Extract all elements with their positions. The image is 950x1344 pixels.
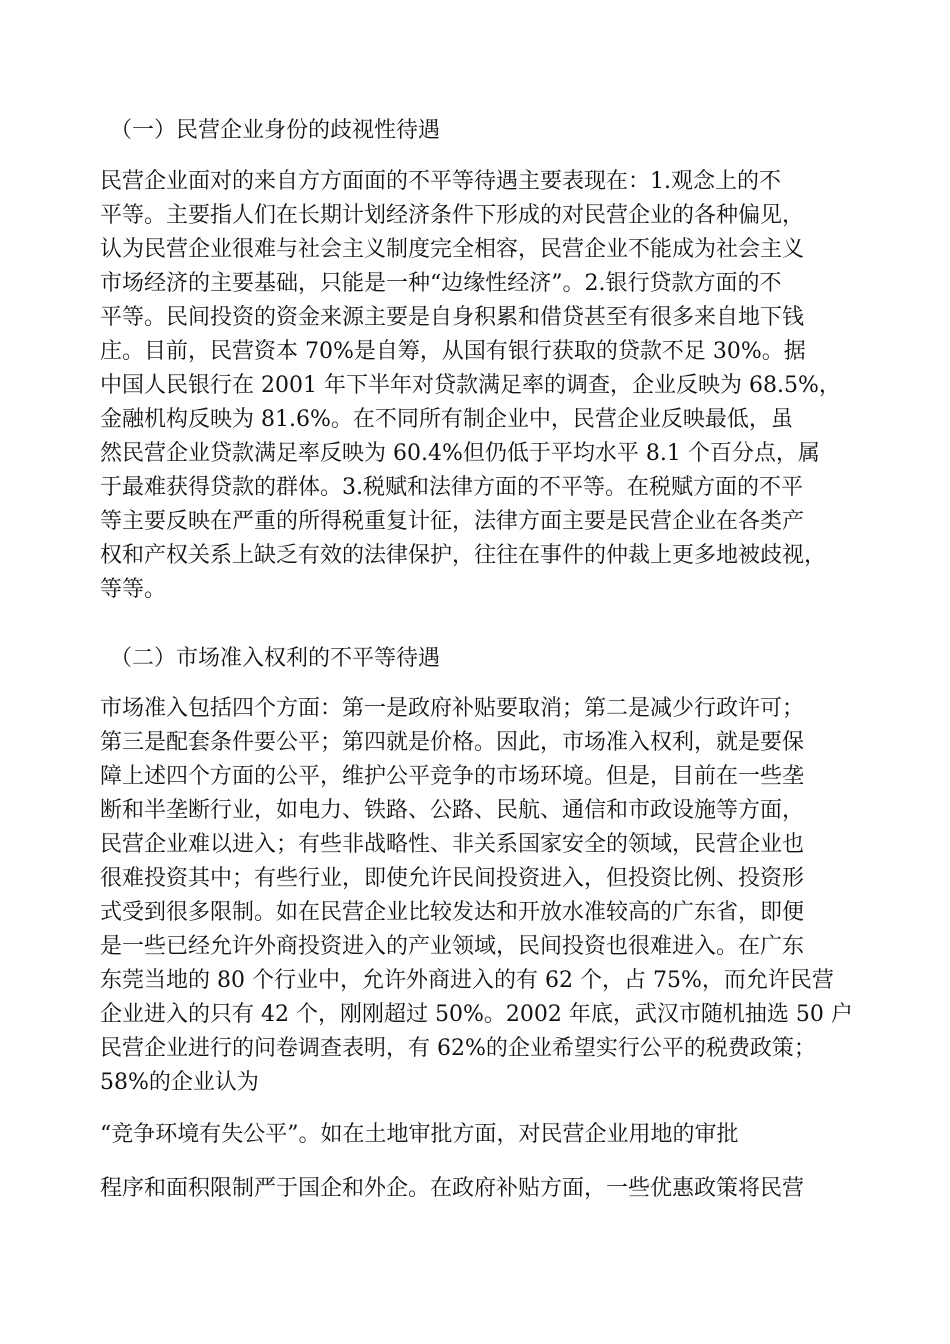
paragraph-line: 然民营企业贷款满足率反映为 60.4%但仍低于平均水平 8.1 个百分点，属 bbox=[100, 441, 820, 466]
paragraph-line: 是一些已经允许外商投资进入的产业领域，民间投资也很难进入。在广东 bbox=[100, 934, 805, 959]
paragraph-line: 平等。民间投资的资金来源主要是自身积累和借贷甚至有很多来自地下钱 bbox=[100, 305, 805, 330]
paragraph-line: 认为民营企业很难与社会主义制度完全相容，民营企业不能成为社会主义 bbox=[100, 237, 805, 262]
paragraph-line: 庄。目前，民营资本 70%是自筹，从国有银行获取的贷款不足 30%。据 bbox=[100, 339, 806, 364]
paragraph-line: 很难投资其中；有些行业，即使允许民间投资进入，但投资比例、投资形 bbox=[100, 866, 805, 891]
paragraph-line: “竞争环境有失公平”。如在土地审批方面，对民营企业用地的审批 bbox=[100, 1122, 739, 1147]
paragraph-line: 东莞当地的 80 个行业中，允许外商进入的有 62 个，占 75%，而允许民营 bbox=[100, 968, 834, 993]
paragraph-line: 市场准入包括四个方面：第一是政府补贴要取消；第二是减少行政许可； bbox=[100, 696, 805, 721]
paragraph-line: 于最难获得贷款的群体。3.税赋和法律方面的不平等。在税赋方面的不平 bbox=[100, 475, 803, 500]
paragraph-line: 程序和面积限制严于国企和外企。在政府补贴方面，一些优惠政策将民营 bbox=[100, 1176, 805, 1201]
paragraph-line: 断和半垄断行业，如电力、铁路、公路、民航、通信和市政设施等方面， bbox=[100, 798, 805, 823]
paragraph-line: 民营企业难以进入；有些非战略性、非关系国家安全的领域，民营企业也 bbox=[100, 832, 805, 857]
paragraph-line: 第三是配套条件要公平；第四就是价格。因此，市场准入权利，就是要保 bbox=[100, 730, 805, 755]
paragraph-line: 金融机构反映为 81.6%。在不同所有制企业中，民营企业反映最低，虽 bbox=[100, 407, 793, 432]
paragraph-line: 民营企业面对的来自方方面面的不平等待遇主要表现在：1.观念上的不 bbox=[100, 169, 781, 194]
paragraph-line: 平等。主要指人们在长期计划经济条件下形成的对民营企业的各种偏见， bbox=[100, 203, 805, 228]
paragraph-line: 市场经济的主要基础，只能是一种“边缘性经济”。2.银行贷款方面的不 bbox=[100, 271, 782, 296]
paragraph-line: 民营企业进行的问卷调查表明，有 62%的企业希望实行公平的税费政策； bbox=[100, 1036, 816, 1061]
paragraph-line: 障上述四个方面的公平，维护公平竞争的市场环境。但是，目前在一些垄 bbox=[100, 764, 805, 789]
paragraph-line: 等等。 bbox=[100, 577, 167, 602]
section-heading-2: （二）市场准入权利的不平等待遇 bbox=[110, 646, 441, 671]
paragraph-line: 等主要反映在严重的所得税重复计征，法律方面主要是民营企业在各类产 bbox=[100, 509, 805, 534]
paragraph-line: 58%的企业认为 bbox=[100, 1070, 259, 1095]
paragraph-line: 企业进入的只有 42 个，刚刚超过 50%。2002 年底，武汉市随机抽选 50 户 bbox=[100, 1002, 853, 1027]
paragraph-line: 式受到很多限制。如在民营企业比较发达和开放水准较高的广东省，即便 bbox=[100, 900, 805, 925]
paragraph-line: 权和产权关系上缺乏有效的法律保护，往往在事件的仲裁上更多地被歧视， bbox=[100, 543, 827, 568]
section-heading-1: （一）民营企业身份的歧视性待遇 bbox=[110, 118, 441, 143]
paragraph-line: 中国人民银行在 2001 年下半年对贷款满足率的调查，企业反映为 68.5%， bbox=[100, 373, 841, 398]
